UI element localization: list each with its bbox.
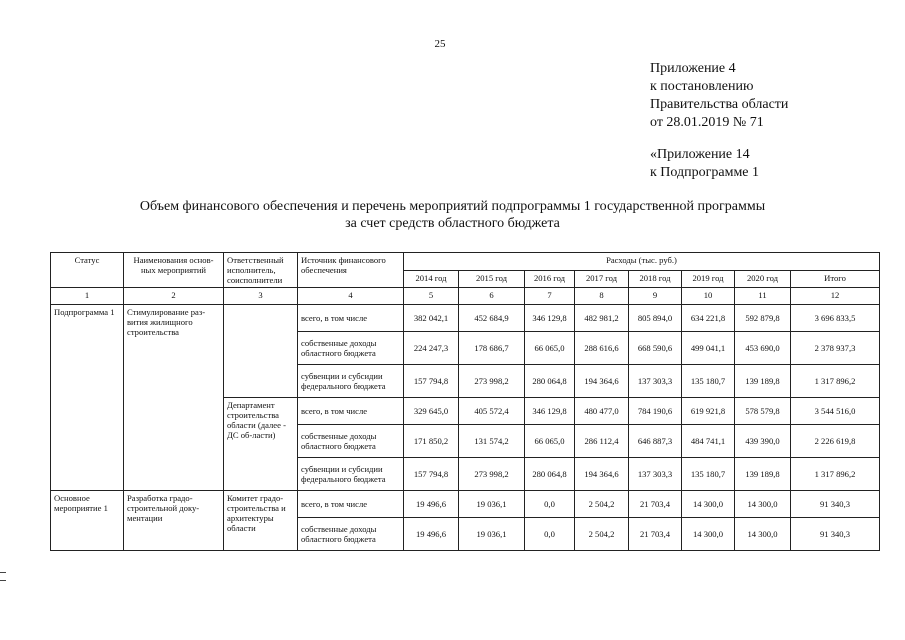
value-cell: 805 894,0 [629, 305, 682, 332]
source-cell: собственные доходы областного бюджета [298, 425, 404, 458]
value-cell: 21 703,4 [629, 491, 682, 518]
value-cell: 137 303,3 [629, 365, 682, 398]
value-cell: 578 579,8 [735, 398, 791, 425]
value-cell: 280 064,8 [525, 458, 575, 491]
value-cell: 224 247,3 [404, 332, 459, 365]
total-cell: 1 317 896,2 [791, 365, 880, 398]
value-cell: 646 887,3 [629, 425, 682, 458]
table-row [51, 491, 880, 518]
value-cell: 480 477,0 [575, 398, 629, 425]
header-year: 2014 год [404, 270, 459, 288]
value-cell: 0,0 [525, 518, 575, 551]
source-cell: всего, в том числе [298, 305, 404, 332]
margin-mark [0, 572, 6, 573]
status-cell: Основное мероприятие 1 [51, 491, 124, 551]
value-cell: 66 065,0 [525, 332, 575, 365]
total-cell: 2 378 937,3 [791, 332, 880, 365]
value-cell: 484 741,1 [682, 425, 735, 458]
value-cell: 157 794,8 [404, 365, 459, 398]
index-cell: 8 [575, 288, 629, 305]
value-cell: 19 496,6 [404, 491, 459, 518]
document-title [0, 198, 905, 232]
appendix-line: к постановлению [650, 79, 754, 94]
measure-name-cell: Стимулирование раз-вития жилищного строительства [124, 305, 224, 491]
header-total: Итого [791, 270, 880, 288]
value-cell: 19 036,1 [459, 518, 525, 551]
appendix-line: «Приложение 14 [650, 147, 750, 162]
value-cell: 139 189,8 [735, 458, 791, 491]
header-source: Источник финансового обеспечения [298, 253, 404, 288]
source-cell: собственные доходы областного бюджета [298, 332, 404, 365]
value-cell: 499 041,1 [682, 332, 735, 365]
index-cell: 3 [224, 288, 298, 305]
value-cell: 194 364,6 [575, 458, 629, 491]
value-cell: 273 998,2 [459, 458, 525, 491]
value-cell: 592 879,8 [735, 305, 791, 332]
budget-table [50, 252, 880, 551]
appendix-line: к Подпрограмме 1 [650, 165, 760, 180]
value-cell: 482 981,2 [575, 305, 629, 332]
value-cell: 135 180,7 [682, 458, 735, 491]
index-cell: 4 [298, 288, 404, 305]
value-cell: 14 300,0 [682, 518, 735, 551]
value-cell: 619 921,8 [682, 398, 735, 425]
value-cell: 137 303,3 [629, 458, 682, 491]
executor-cell: Департамент строительства области (далее - ДС об-ласти) [224, 398, 298, 491]
header-year: 2019 год [682, 270, 735, 288]
header-expenses: Расходы (тыс. руб.) [404, 253, 880, 271]
value-cell: 178 686,7 [459, 332, 525, 365]
index-cell: 9 [629, 288, 682, 305]
appendix-14-block [650, 146, 759, 182]
appendix-block [650, 60, 788, 132]
value-cell: 346 129,8 [525, 305, 575, 332]
table-row [51, 305, 880, 332]
header-year: 2015 год [459, 270, 525, 288]
index-cell: 5 [404, 288, 459, 305]
value-cell: 439 390,0 [735, 425, 791, 458]
value-cell: 0,0 [525, 491, 575, 518]
value-cell: 784 190,6 [629, 398, 682, 425]
header-year: 2018 год [629, 270, 682, 288]
index-cell: 11 [735, 288, 791, 305]
total-cell: 3 544 516,0 [791, 398, 880, 425]
value-cell: 171 850,2 [404, 425, 459, 458]
total-cell: 3 696 833,5 [791, 305, 880, 332]
value-cell: 668 590,6 [629, 332, 682, 365]
appendix-line: Правительства области [650, 97, 789, 112]
value-cell: 452 684,9 [459, 305, 525, 332]
value-cell: 634 221,8 [682, 305, 735, 332]
executor-cell [224, 305, 298, 398]
source-cell: всего, в том числе [298, 398, 404, 425]
value-cell: 273 998,2 [459, 365, 525, 398]
page-number: 25 [434, 38, 446, 50]
value-cell: 405 572,4 [459, 398, 525, 425]
value-cell: 329 645,0 [404, 398, 459, 425]
header-executor: Ответственный исполнитель, соисполнители [224, 253, 298, 288]
value-cell: 2 504,2 [575, 518, 629, 551]
table-header [51, 253, 880, 288]
margin-mark [0, 580, 6, 581]
index-row [51, 288, 880, 305]
header-year: 2017 год [575, 270, 629, 288]
measure-name-cell: Разработка градо-строительной доку-ментации [124, 491, 224, 551]
source-cell: всего, в том числе [298, 491, 404, 518]
appendix-line: от 28.01.2019 № 71 [650, 115, 764, 130]
value-cell: 288 616,6 [575, 332, 629, 365]
value-cell: 194 364,6 [575, 365, 629, 398]
source-cell: собственные доходы областного бюджета [298, 518, 404, 551]
total-cell: 1 317 896,2 [791, 458, 880, 491]
header-status: Статус [51, 253, 124, 288]
value-cell: 286 112,4 [575, 425, 629, 458]
value-cell: 453 690,0 [735, 332, 791, 365]
index-cell: 7 [525, 288, 575, 305]
value-cell: 280 064,8 [525, 365, 575, 398]
source-cell: субвенции и субсидии федерального бюджета [298, 458, 404, 491]
index-cell: 12 [791, 288, 880, 305]
value-cell: 346 129,8 [525, 398, 575, 425]
value-cell: 131 574,2 [459, 425, 525, 458]
index-cell: 6 [459, 288, 525, 305]
executor-cell: Комитет градо-строительства и архитектуры области [224, 491, 298, 551]
title-line-1: Объем финансового обеспечения и перечень мероприятий подпрограммы 1 государственной программы [139, 199, 766, 214]
appendix-line: Приложение 4 [650, 61, 736, 76]
value-cell: 21 703,4 [629, 518, 682, 551]
header-name: Наименования основ-ных мероприятий [124, 253, 224, 288]
total-cell: 91 340,3 [791, 518, 880, 551]
value-cell: 19 036,1 [459, 491, 525, 518]
title-line-2: за счет средств областного бюджета [345, 216, 560, 231]
value-cell: 19 496,6 [404, 518, 459, 551]
total-cell: 91 340,3 [791, 491, 880, 518]
source-cell: субвенции и субсидии федерального бюджета [298, 365, 404, 398]
index-cell: 2 [124, 288, 224, 305]
value-cell: 14 300,0 [735, 491, 791, 518]
value-cell: 66 065,0 [525, 425, 575, 458]
value-cell: 14 300,0 [682, 491, 735, 518]
status-cell: Подпрограмма 1 [51, 305, 124, 491]
header-year: 2020 год [735, 270, 791, 288]
value-cell: 135 180,7 [682, 365, 735, 398]
table-body [51, 288, 880, 551]
total-cell: 2 226 619,8 [791, 425, 880, 458]
value-cell: 382 042,1 [404, 305, 459, 332]
index-cell: 1 [51, 288, 124, 305]
value-cell: 157 794,8 [404, 458, 459, 491]
index-cell: 10 [682, 288, 735, 305]
value-cell: 2 504,2 [575, 491, 629, 518]
header-year: 2016 год [525, 270, 575, 288]
value-cell: 139 189,8 [735, 365, 791, 398]
value-cell: 14 300,0 [735, 518, 791, 551]
